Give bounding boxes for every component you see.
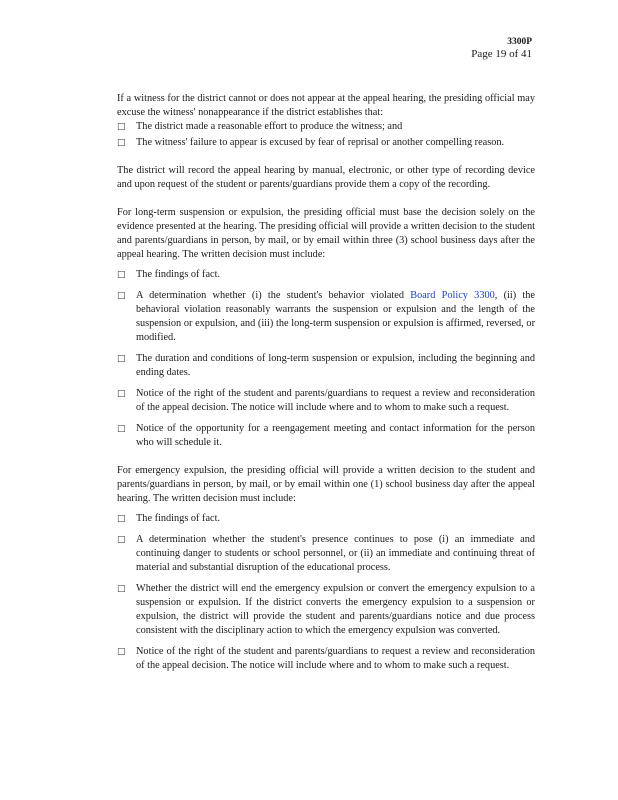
recording-paragraph: The district will record the appeal hearing by manual, electronic, or other type of recording device and upon request of the student or parents/guardians provide them a copy of the recording.: [117, 165, 535, 190]
list-item-text: The duration and conditions of long-term suspension or expulsion, including the beginning and ending dates.: [136, 353, 535, 378]
checkbox-bullet-icon: □: [117, 584, 126, 594]
document-body: [117, 92, 535, 687]
page-number: Page 19 of 41: [471, 48, 532, 60]
emergency-decision-list: [117, 512, 535, 673]
list-item: [117, 120, 535, 134]
list-item: [117, 387, 535, 415]
list-item-text: A determination whether the student's presence continues to pose (i) an immediate and continuing danger to students or school personnel, or (ii) an immediate and continuing threat of material and substantial disruption of the educational process.: [136, 534, 535, 573]
list-item-text: Notice of the right of the student and parents/guardians to request a review and reconsideration of the appeal decision. The notice will include where and to whom to make such a request.: [136, 646, 535, 671]
emergency-decision-paragraph: For emergency expulsion, the presiding official will provide a written decision to the student and parents/guardians in person, by mail, or by email within one (1) school business day after the appeal hearing. The written decision must include:: [117, 465, 535, 504]
list-item-text-tail: , (ii) the behavioral violation reasonably warrants the suspension or expulsion and the length of the suspension or expulsion, and (iii) the long-term suspension or expulsion is affirmed, reversed, or modified.: [136, 290, 535, 343]
list-item: [117, 645, 535, 673]
list-item-text: The findings of fact.: [136, 269, 221, 280]
list-item: [117, 533, 535, 575]
checkbox-bullet-icon: □: [117, 291, 126, 301]
list-item-text: The district made a reasonable effort to produce the witness; and: [136, 121, 403, 132]
checkbox-bullet-icon: □: [117, 514, 126, 524]
checkbox-bullet-icon: □: [117, 270, 126, 280]
page-header: [471, 36, 532, 61]
list-item-text: Notice of the right of the student and parents/guardians to request a review and reconsideration of the appeal decision. The notice will include where and to whom to make such a request.: [136, 388, 535, 413]
long-term-decision-paragraph: For long-term suspension or expulsion, the presiding official must base the decision solely on the evidence presented at the hearing. The presiding official will provide a written decision to the student and parents/guardians in person, by mail, or by email within three (3) school business days after the appeal hearing. The written decision must include:: [117, 207, 535, 260]
list-item: [117, 352, 535, 380]
list-item: [117, 268, 535, 282]
list-item: [117, 422, 535, 450]
checkbox-bullet-icon: □: [117, 354, 126, 364]
witness-paragraph: If a witness for the district cannot or does not appear at the appeal hearing, the presiding official may excuse the witness' nonappearance if the district establishes that:: [117, 93, 535, 118]
list-item-text: Notice of the opportunity for a reengagement meeting and contact information for the person who will schedule it.: [136, 423, 535, 448]
checkbox-bullet-icon: □: [117, 424, 126, 434]
checkbox-bullet-icon: □: [117, 647, 126, 657]
list-item-text: The witness' failure to appear is excused by fear of reprisal or another compelling reason.: [136, 137, 505, 148]
list-item: [117, 582, 535, 638]
checkbox-bullet-icon: □: [117, 138, 126, 148]
list-item: [117, 289, 535, 345]
list-item: [117, 512, 535, 526]
list-item-text: The findings of fact.: [136, 513, 221, 524]
witness-conditions-list: [117, 120, 535, 150]
policy-code: 3300P: [507, 37, 532, 47]
list-item-text: A determination whether (i) the student's behavior violated: [136, 290, 411, 301]
checkbox-bullet-icon: □: [117, 389, 126, 399]
checkbox-bullet-icon: □: [117, 122, 126, 132]
list-item-text: Whether the district will end the emergency expulsion or convert the emergency expulsion to a suspension or expulsion. If the district converts the emergency expulsion to a suspension or expulsion, the district will provide the student and parents/guardians notice and due process consistent with the disciplinary action to which the emergency expulsion was converted.: [136, 583, 535, 636]
board-policy-link[interactable]: Board Policy 3300: [410, 290, 495, 301]
long-term-decision-list: [117, 268, 535, 450]
list-item: [117, 136, 535, 150]
checkbox-bullet-icon: □: [117, 535, 126, 545]
